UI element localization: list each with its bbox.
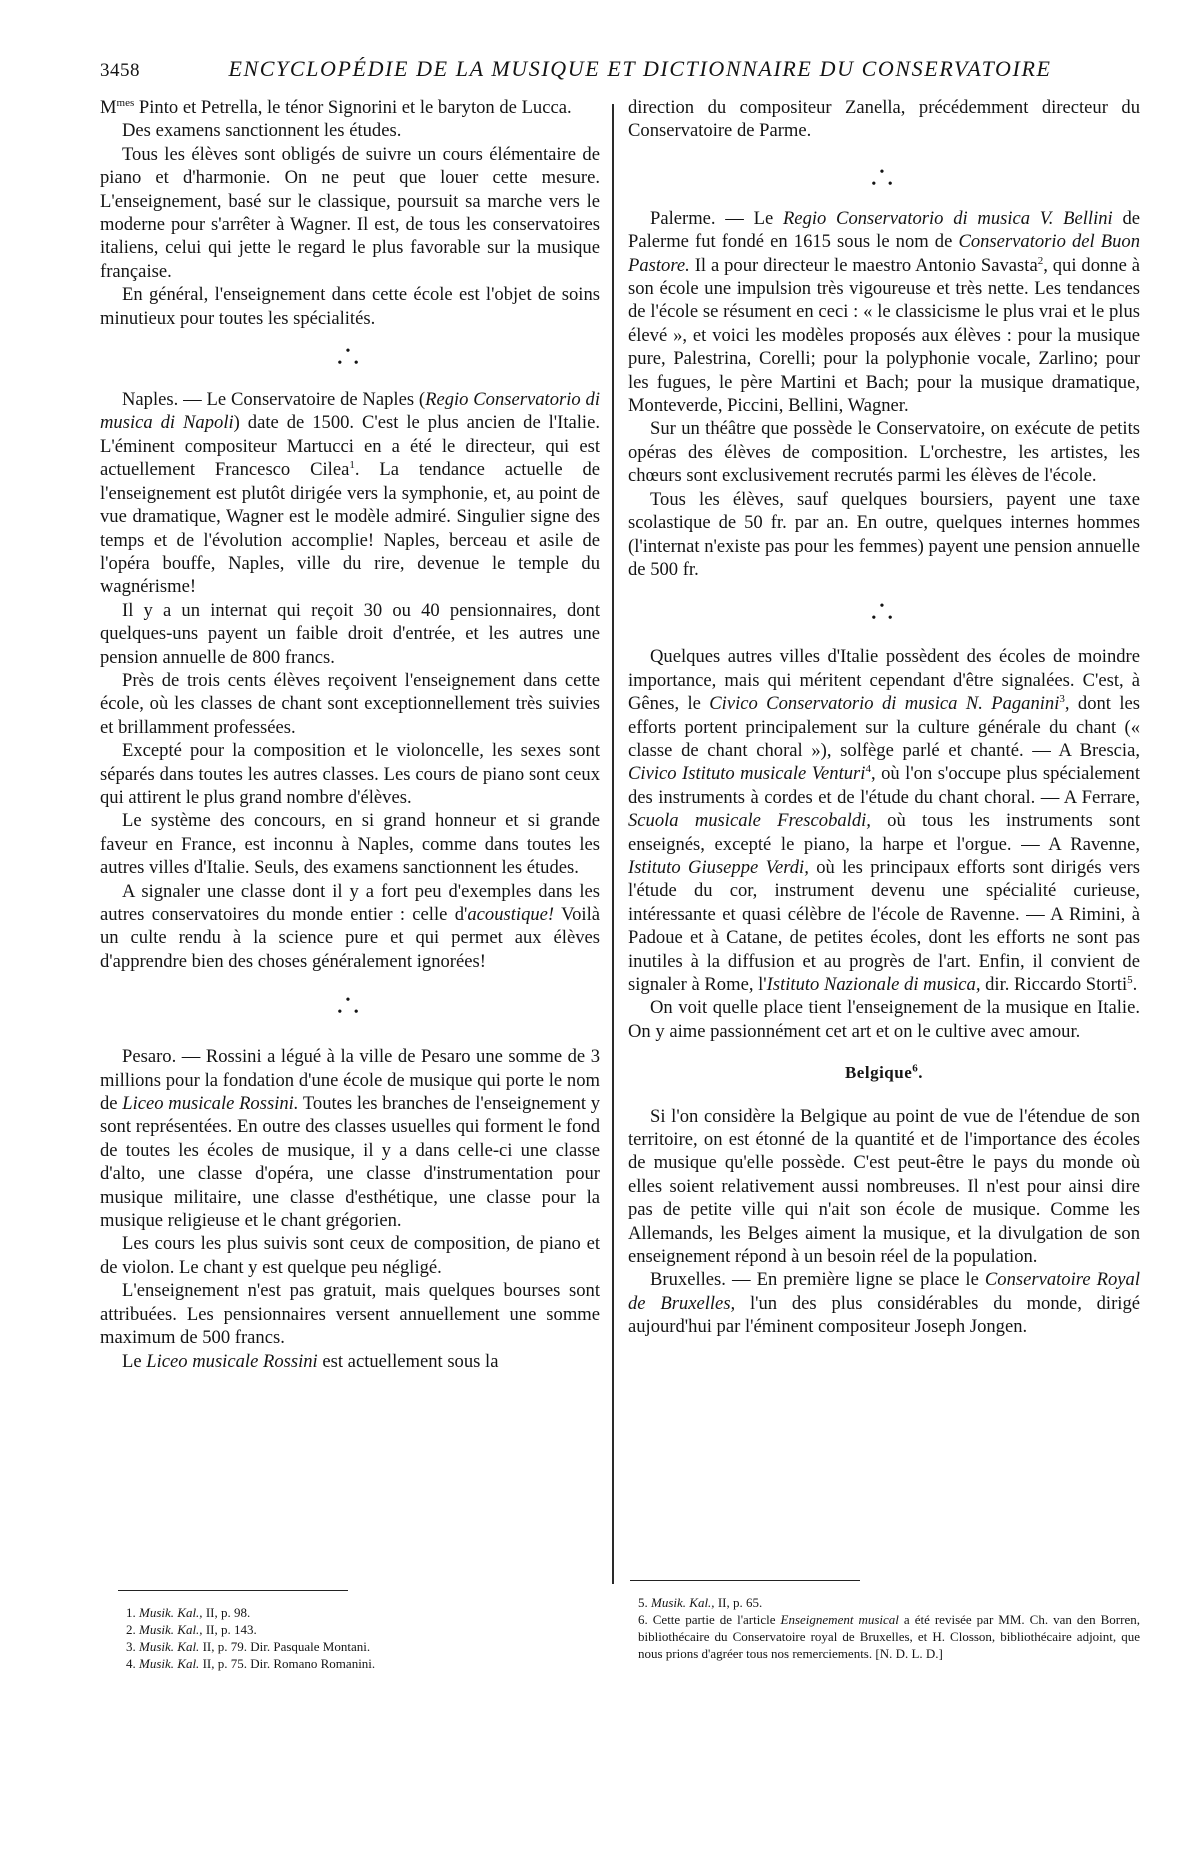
paragraph: L'enseignement n'est pas gratuit, mais quelques bourses sont attribuées. Les pensionnaires versent annuellement une somme maximum de 500 francs. xyxy=(100,1280,600,1349)
paragraph: En général, l'enseignement dans cette école est l'objet de soins minutieux pour toutes les spécialités. xyxy=(100,284,600,329)
footnote: 6. Cette partie de l'article Enseignement musical a été revisée par MM. Ch. van den Borren, bibliothécaire du Conservatoire royal de Bruxelles, et H. Closson, bibliothécaire adjoint, que nous prions d'agréer tous nos remerciements. [N. D. L. D.] xyxy=(638,1612,1140,1661)
paragraph: Le système des concours, en si grand honneur et si grande faveur en France, est inconnu à Naples, comme dans toutes les autres villes d'Italie. Seuls, des examens sanctionnent les études. xyxy=(100,810,600,879)
footnote: 5. Musik. Kal., II, p. 65. xyxy=(638,1595,763,1610)
paragraph: Tous les élèves sont obligés de suivre un cours élémentaire de piano et d'harmonie. On ne peut que louer cette mesure. L'enseignement, basé sur le classique, poursuit sa marche vers le moderne pour s'arrêter à Wagner. Il est, de tous les conservatoires italiens, celui qui jette le regard le plus favorable sur la musique française. xyxy=(100,143,600,282)
section-separator: • • • xyxy=(871,599,897,627)
naples-paragraph: Naples. — Le Conservatoire de Naples (Regio Conservatorio di musica di Napoli) date de 1500. C'est le plus ancien de l'Italie. L'éminent compositeur Martucci en a été le directeur, qui est actuellement Francesco Cilea$^1$. La tendance actuelle de l'enseignement est plutôt dirigée vers la symphonie, et, au point de vue dramatique, Wagner est le modèle admiré. Singulier signe des temps et de l'évolution accomplie! Naples, berceau et asile de l'opéra bouffe, Naples, ville du rire, devenue le temple du wagnérisme! xyxy=(100,389,600,598)
left-footnotes xyxy=(126,1604,596,1672)
paragraph: Tous les élèves, sauf quelques boursiers, payent une taxe scolastique de 50 fr. par an. En outre, quelques internes hommes (l'internat n'existe pas pour les femmes) payent une pension annuelle de 500 fr. xyxy=(628,488,1140,580)
palermo-paragraph: Palerme. — Le Regio Conservatorio di musica V. Bellini de Palerme fut fondé en 1615 sous le nom de Conservatorio del Buon Pastore. Il a pour directeur le maestro Antonio Savasta$^2$, qui donne à son école une impulsion très vigoureuse et très nette. Les tendances de l'école se résument en ceci : « le classicisme le plus vrai et le plus élevé », et voici les modèles proposés aux élèves : pour la musique pure, Palestrina, Corelli; pour la polyphonie vocale, Zarlino; pour les fugues, le père Martini et Bach; pour la musique dramatique, Monteverde, Piccini, Bellini, Wagner. xyxy=(628,207,1140,417)
left-column xyxy=(100,96,600,1373)
section-separator: • • • xyxy=(871,164,897,192)
section-heading-belgique: Belgique$^6$. xyxy=(844,1062,924,1083)
section-separator: • • • xyxy=(337,344,363,372)
right-footnotes xyxy=(638,1594,1140,1662)
paragraph: On voit quelle place tient l'enseignement de la musique en Italie. On y aime passionnément cet art et on le cultive avec amour. xyxy=(628,997,1140,1042)
paragraph: $M^{mes}$ Pinto et Petrella, le ténor Signorini et le baryton de Lucca. xyxy=(100,96,572,118)
paragraph: Sur un théâtre que possède le Conservatoire, on exécute de petits opéras des élèves de composition. L'orchestre, les artistes, les chœurs sont exclusivement recrutés parmi les élèves de l'école. xyxy=(628,418,1140,487)
section-separator: • • • xyxy=(337,993,363,1021)
right-column xyxy=(628,96,1140,1339)
footnote: 4. Musik. Kal. II, p. 75. Dir. Romano Romanini. xyxy=(126,1656,376,1671)
paragraph: A signaler une classe dont il y a fort peu d'exemples dans les autres conservatoires du monde entier : celle d'acoustique! Voilà un culte rendu à la science pure et qui permet aux élèves d'apprendre bien des choses généralement ignorées! xyxy=(100,880,600,972)
footnote-rule xyxy=(118,1590,348,1591)
page-number: 3458 xyxy=(100,60,140,81)
page-header xyxy=(100,56,1140,88)
bruxelles-paragraph: Bruxelles. — En première ligne se place le Conservatoire Royal de Bruxelles, l'un des plus considérables du monde, dirigé aujourd'hui par l'éminent compositeur Joseph Jongen. xyxy=(628,1269,1140,1338)
paragraph: Le Liceo musicale Rossini est actuellement sous la xyxy=(122,1350,499,1372)
pesaro-paragraph: Pesaro. — Rossini a légué à la ville de Pesaro une somme de 3 millions pour la fondation d'une école de musique qui porte le nom de Liceo musicale Rossini. Toutes les branches de l'enseignement y sont représentées. En outre des classes usuelles qui forment le fond de toutes les écoles de musique, il y a dans celle-ci une classe d'alto, une classe d'opéra, une classe d'instrumentation pour musique militaire, une classe d'esthétique, une classe pour la musique religieuse et le chant grégorien. xyxy=(100,1046,601,1232)
footnote: 1. Musik. Kal., II, p. 98. xyxy=(126,1605,251,1620)
paragraph: Si l'on considère la Belgique au point de vue de l'étendue de son territoire, on est étonné de la quantité et de l'importance des écoles de musique qu'elle possède. C'est peut-être le pays du monde où elles soient relativement aussi nombreuses. Il n'est pour ainsi dire pas de petite ville qui n'ait son école de musique. Comme les Allemands, les Belges aiment la musique, et la divulgation de son enseignement répond à un besoin réel de la population. xyxy=(628,1105,1140,1268)
paragraph: direction du compositeur Zanella, précédemment directeur du Conservatoire de Parme. xyxy=(628,97,1140,142)
paragraph: Il y a un internat qui reçoit 30 ou 40 pensionnaires, dont quelques-uns payent un faible droit d'entrée, et les autres une pension annuelle de 800 francs. xyxy=(100,599,600,668)
paragraph: Des examens sanctionnent les études. xyxy=(122,120,402,142)
footnote: 2. Musik. Kal., II, p. 143. xyxy=(126,1622,257,1637)
running-title: ENCYCLOPÉDIE DE LA MUSIQUE ET DICTIONNAIRE DU CONSERVATOIRE xyxy=(228,56,1052,81)
paragraph: Excepté pour la composition et le violoncelle, les sexes sont séparés dans toutes les autres classes. Les cours de piano sont ceux qui attirent le plus grand nombre d'élèves. xyxy=(100,740,600,808)
paragraph: Les cours les plus suivis sont ceux de composition, de piano et de violon. Le chant y est quelque peu négligé. xyxy=(100,1233,600,1278)
paragraph: Près de trois cents élèves reçoivent l'enseignement dans cette école, où les classes de chant sont exceptionnellement très suivies et brillamment professées. xyxy=(100,669,600,738)
column-divider xyxy=(612,104,614,1584)
italy-paragraph: Quelques autres villes d'Italie possèdent des écoles de moindre importance, mais qui méritent cependant d'être signalées. C'est, à Gênes, le Civico Conservatorio di musica N. Paganini$^3$, dont les efforts portent principalement sur la culture générale du chant (« classe de chant choral »), solfège parlé et chanté. — A Brescia, Civico Istituto musicale Venturi$^4$, où l'on s'occupe plus spécialement des instruments à cordes et de l'étude du chant choral. — A Ferrare, Scuola musicale Frescobaldi, où tous les instruments sont enseignés, excepté le piano, la harpe et l'orgue. — A Ravenne, Istituto Giuseppe Verdi, où les principaux efforts sont dirigés vers l'étude du cor, instrument devenu une spécialité curieuse, intéressante et quasi célèbre de l'école de Ravenne. — A Rimini, à Padoue et à Catane, de petites écoles, dont les efforts ne sont pas inutiles à la diffusion et au progrès de l'art. Enfin, il convient de signaler à Rome, l'Istituto Nazionale di musica, dir. Riccardo Storti$^5$. xyxy=(628,646,1140,995)
footnote: 3. Musik. Kal. II, p. 79. Dir. Pasquale Montani. xyxy=(126,1639,371,1654)
footnote-rule xyxy=(630,1580,860,1581)
